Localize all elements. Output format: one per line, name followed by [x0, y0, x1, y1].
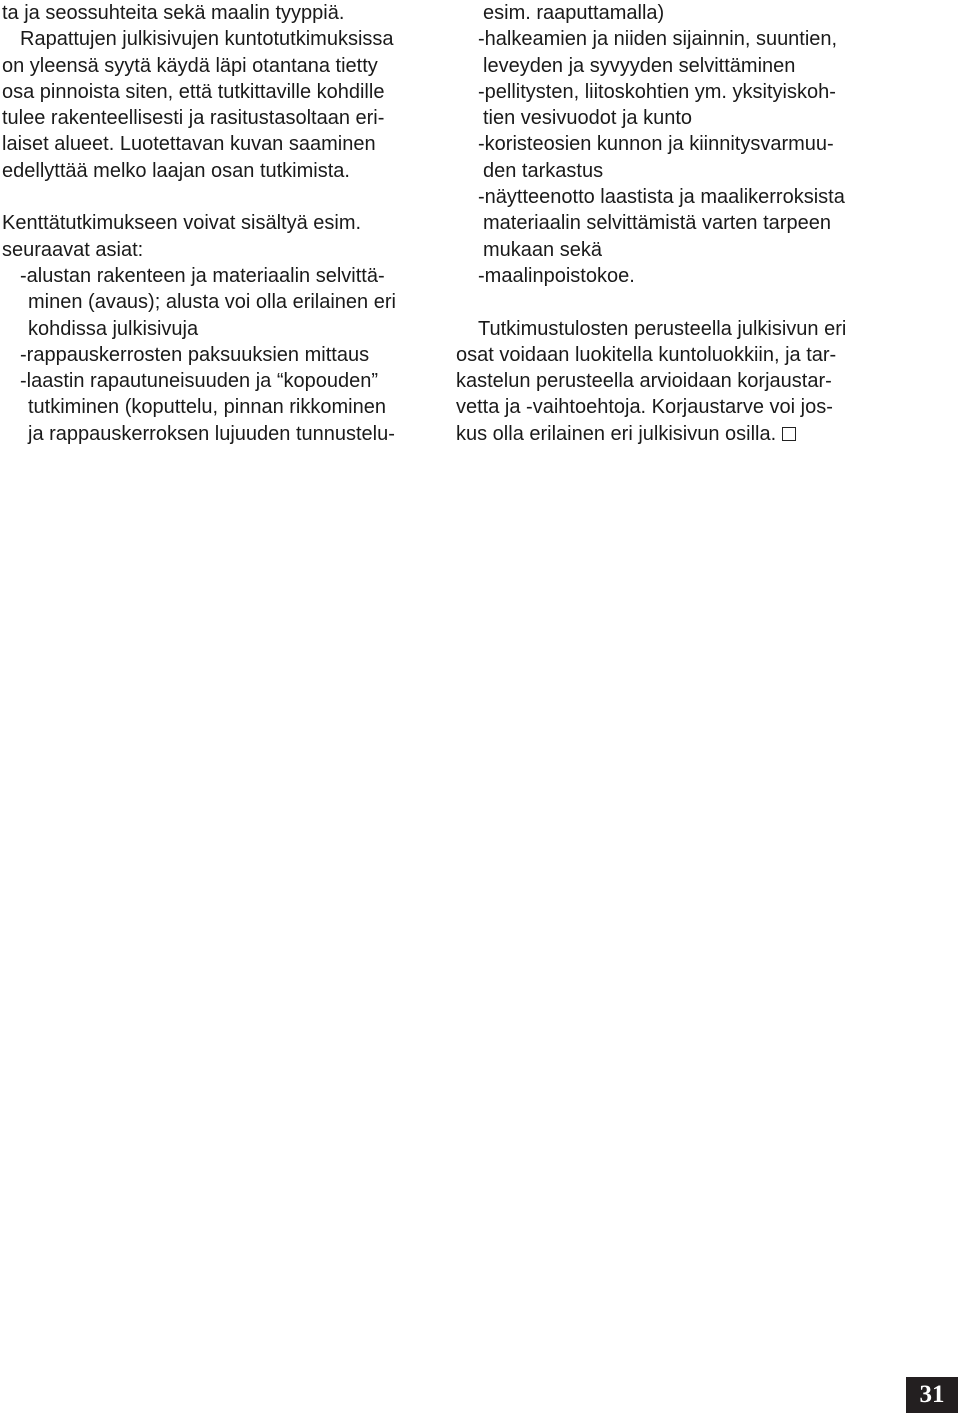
text-line: edellyttää melko laajan osan tutkimista.	[2, 159, 350, 182]
text-line: laiset alueet. Luotettavan kuvan saaminen	[2, 133, 376, 156]
list-item: -maalinpoistokoe.	[478, 264, 635, 287]
text-line: on yleensä syytä käydä läpi otantana tietty	[2, 54, 378, 77]
list-item-continuation: ja rappauskerroksen lujuuden tunnustelu-	[28, 422, 395, 445]
text-line: osat voidaan luokitella kuntoluokkiin, ja tar-	[456, 343, 837, 366]
list-item-continuation: esim. raaputtamalla)	[483, 2, 665, 24]
paragraph-gap	[2, 184, 442, 210]
list-item-continuation: kohdissa julkisivuja	[28, 317, 199, 340]
text-line: Tutkimustulosten perusteella julkisivun eri	[478, 317, 847, 340]
left-text-column	[2, 0, 442, 447]
list-item: -näytteenotto laastista ja maalikerroksista	[478, 186, 845, 209]
text-line: Kenttätutkimukseen voivat sisältyä esim.	[2, 212, 362, 235]
text-line: kastelun perusteella arvioidaan korjaustar-	[456, 370, 832, 393]
list-item-continuation: tutkiminen (koputtelu, pinnan rikkominen	[28, 396, 386, 419]
list-item-continuation: tien vesivuodot ja kunto	[483, 107, 693, 130]
list-item: -alustan rakenteen ja materiaalin selvittä-	[20, 264, 385, 287]
text-line: seuraavat asiat:	[2, 238, 144, 261]
text-line: tulee rakenteellisesti ja rasitustasoltaan eri-	[2, 107, 385, 130]
page-number-badge: 31	[906, 1377, 958, 1413]
text-line-content: kus olla erilainen eri julkisivun osilla.	[456, 422, 777, 445]
text-line: vetta ja -vaihtoehtoja. Korjaustarve voi jos-	[456, 396, 833, 419]
list-item: -laastin rapautuneisuuden ja “kopouden”	[20, 370, 379, 393]
list-item: -pellitysten, liitoskohtien ym. yksityiskoh-	[478, 80, 836, 103]
text-line: Rapattujen julkisivujen kuntotutkimuksissa	[20, 28, 394, 51]
list-item: -halkeamien ja niiden sijainnin, suuntien,	[478, 28, 838, 51]
paragraph-gap	[456, 289, 901, 315]
list-item-continuation: mukaan sekä	[483, 238, 602, 261]
right-text-column	[456, 0, 901, 447]
list-item-continuation: den tarkastus	[483, 159, 604, 182]
text-line: osa pinnoista siten, että tutkittaville kohdille	[2, 80, 385, 103]
list-item-continuation: minen (avaus); alusta voi olla erilainen eri	[28, 291, 396, 314]
text-line: ta ja seossuhteita sekä maalin tyyppiä.	[2, 2, 345, 24]
list-item-continuation: leveyden ja syvyyden selvittäminen	[483, 54, 796, 77]
text-line-final	[456, 421, 901, 447]
list-item-continuation: materiaalin selvittämistä varten tarpeen	[483, 212, 831, 235]
end-of-article-square-icon	[782, 427, 796, 441]
list-item: -koristeosien kunnon ja kiinnitysvarmuu-	[478, 133, 834, 156]
list-item: -rappauskerrosten paksuuksien mittaus	[20, 343, 370, 366]
